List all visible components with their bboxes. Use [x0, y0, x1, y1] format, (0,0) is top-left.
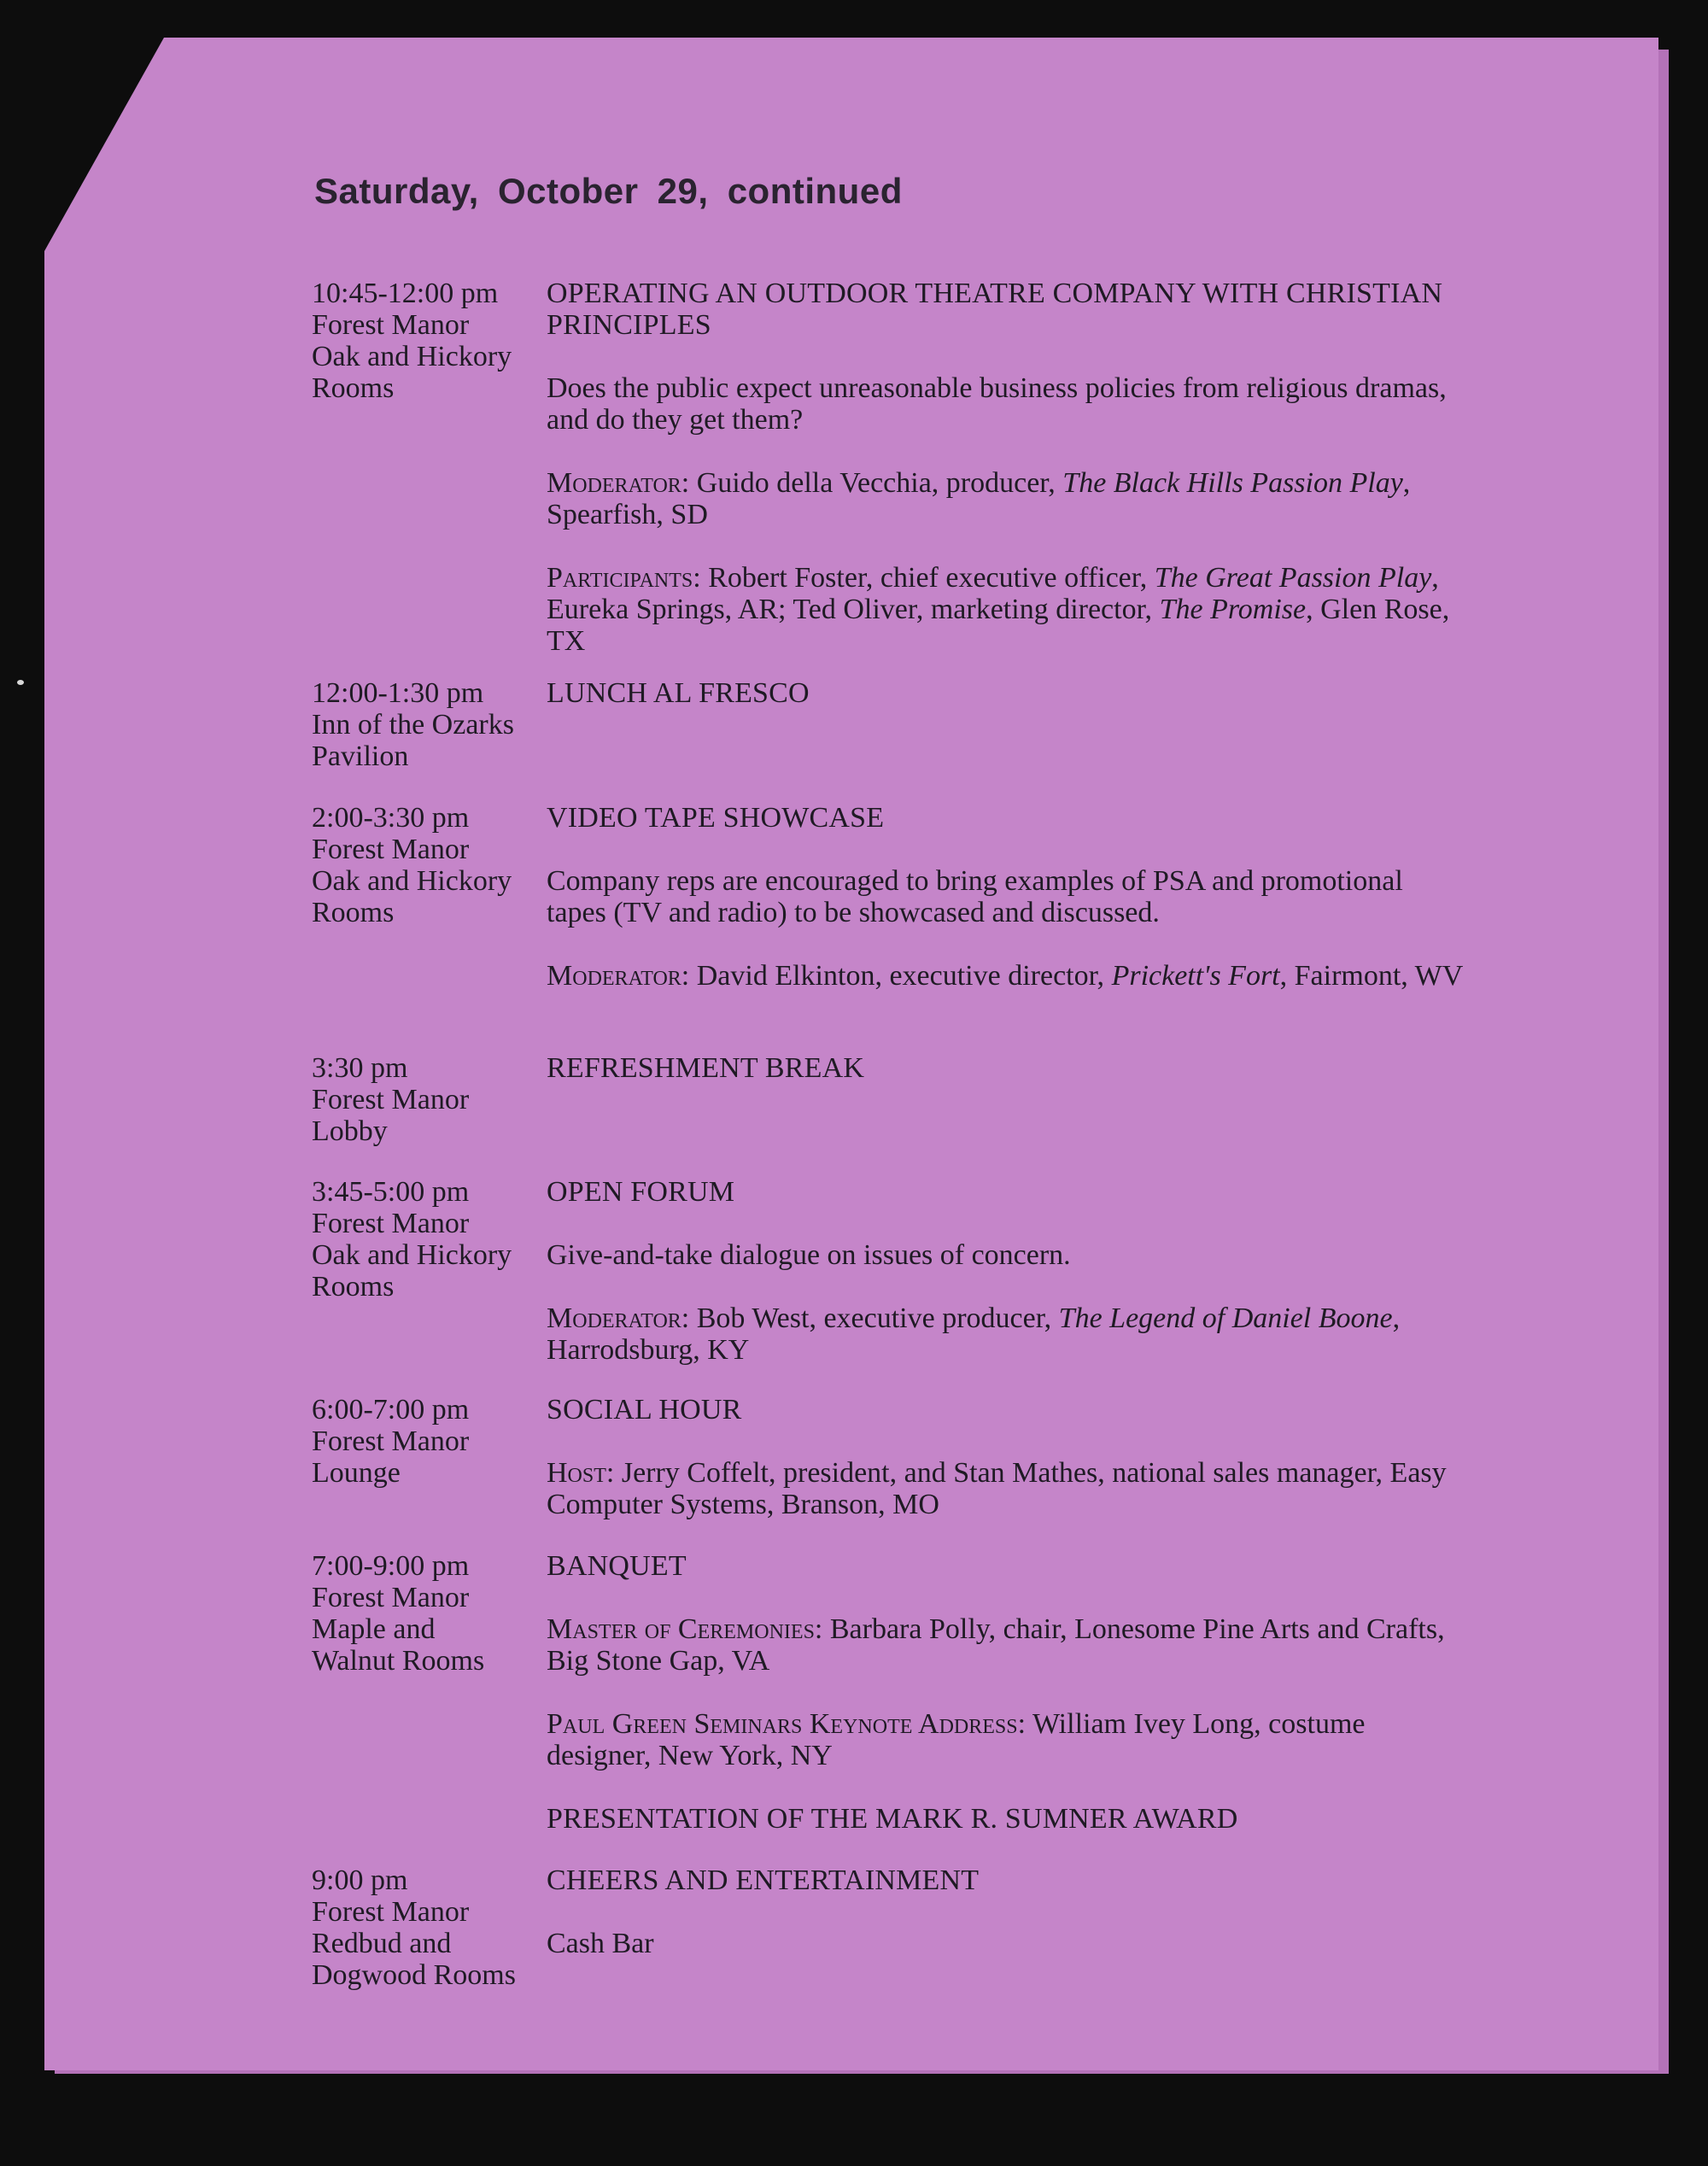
- session-location-line: Oak and Hickory: [312, 1239, 512, 1271]
- session-details: [547, 1052, 1469, 1084]
- session-title: OPEN FORUM: [547, 1176, 735, 1208]
- session-details: [547, 1394, 1469, 1520]
- session-location-line: Forest Manor: [312, 834, 470, 865]
- production-title: The Legend of Daniel Boone: [1058, 1303, 1393, 1334]
- session-when-where: [312, 278, 542, 404]
- session-host: Host: Jerry Coffelt, president, and Stan Mathes, national sales manager, Easy Computer Systems, Branson, MO: [547, 1457, 1447, 1520]
- session-location-line: Forest Manor: [312, 1084, 470, 1115]
- session-time: 3:30 pm: [312, 1052, 408, 1084]
- session-location-line: Rooms: [312, 372, 395, 404]
- session-time: 2:00-3:30 pm: [312, 802, 470, 834]
- moderator-label: Moderator:: [547, 960, 690, 992]
- session-description: Give-and-take dialogue on issues of concern.: [547, 1239, 1071, 1271]
- session-title: BANQUET: [547, 1550, 687, 1582]
- session-time: 12:00-1:30 pm: [312, 677, 484, 709]
- session-location-line: Lobby: [312, 1115, 388, 1147]
- session-location-line: Walnut Rooms: [312, 1645, 485, 1677]
- session-title: OPERATING AN OUTDOOR THEATRE COMPANY WITH CHRISTIAN PRINCIPLES: [547, 278, 1443, 341]
- session-location-line: Redbud and: [312, 1928, 452, 1959]
- session-details: [547, 1865, 1469, 1959]
- session-title: REFRESHMENT BREAK: [547, 1052, 865, 1084]
- production-title: The Promise: [1159, 594, 1307, 625]
- production-title: Prickett's Fort: [1111, 960, 1280, 992]
- session-location-line: Inn of the Ozarks: [312, 709, 514, 741]
- keynote-label: Paul Green Seminars Keynote Address:: [547, 1708, 1027, 1740]
- session-title: LUNCH AL FRESCO: [547, 677, 810, 709]
- session-time: 6:00-7:00 pm: [312, 1394, 470, 1425]
- session-location-line: Forest Manor: [312, 309, 470, 341]
- session-details: [547, 278, 1469, 657]
- session-title: VIDEO TAPE SHOWCASE: [547, 802, 885, 834]
- session-title: SOCIAL HOUR: [547, 1394, 742, 1425]
- session-details: [547, 1550, 1469, 1835]
- session-when-where: [312, 1176, 542, 1303]
- session-location-line: Dogwood Rooms: [312, 1959, 516, 1991]
- participants-label: Participants:: [547, 562, 701, 594]
- session-when-where: [312, 1394, 542, 1489]
- session-location-line: Rooms: [312, 1271, 395, 1303]
- page-heading: Saturday, October 29, continued: [314, 171, 903, 211]
- session-when-where: [312, 802, 542, 928]
- session-location-line: Forest Manor: [312, 1208, 470, 1239]
- session-description: Does the public expect unreasonable business policies from religious dramas, and do they get them?: [547, 372, 1447, 436]
- session-location-line: Oak and Hickory: [312, 865, 512, 897]
- production-title: The Great Passion Play: [1154, 562, 1432, 594]
- session-details: [547, 1176, 1469, 1366]
- session-location-line: Maple and: [312, 1613, 436, 1645]
- session-moderator: Moderator: David Elkinton, executive director, Prickett's Fort, Fairmont, WV: [547, 960, 1464, 992]
- session-time: 9:00 pm: [312, 1865, 408, 1896]
- dust-speck: [17, 680, 24, 685]
- session-keynote: Paul Green Seminars Keynote Address: William Ivey Long, costume designer, New York, NY: [547, 1708, 1366, 1771]
- session-location-line: Oak and Hickory: [312, 341, 512, 372]
- host-label: Host:: [547, 1457, 615, 1489]
- session-details: [547, 677, 1469, 709]
- session-time: 10:45-12:00 pm: [312, 278, 499, 309]
- session-title: CHEERS AND ENTERTAINMENT: [547, 1865, 980, 1896]
- session-location-line: Lounge: [312, 1457, 401, 1489]
- session-participants: Participants: Robert Foster, chief executive officer, The Great Passion Play, Eureka Springs, AR; Ted Oliver, marketing director, The Promise, Glen Rose, TX: [547, 562, 1450, 657]
- session-time: 3:45-5:00 pm: [312, 1176, 470, 1208]
- session-note: Cash Bar: [547, 1928, 654, 1959]
- session-details: [547, 802, 1469, 992]
- session-location-line: Forest Manor: [312, 1425, 470, 1457]
- moderator-label: Moderator:: [547, 1303, 690, 1334]
- session-location-line: Pavilion: [312, 741, 409, 772]
- production-title: The Black Hills Passion Play: [1062, 467, 1403, 499]
- session-award: PRESENTATION OF THE MARK R. SUMNER AWARD: [547, 1803, 1238, 1835]
- session-location-line: Rooms: [312, 897, 395, 928]
- session-location-line: Forest Manor: [312, 1896, 470, 1928]
- session-moderator: Moderator: Bob West, executive producer, The Legend of Daniel Boone, Harrodsburg, KY: [547, 1303, 1401, 1366]
- session-location-line: Forest Manor: [312, 1582, 470, 1613]
- moderator-label: Moderator:: [547, 467, 690, 499]
- session-master-of-ceremonies: Master of Ceremonies: Barbara Polly, chair, Lonesome Pine Arts and Crafts, Big Stone Gap, VA: [547, 1613, 1445, 1677]
- session-description: Company reps are encouraged to bring examples of PSA and promotional tapes (TV and radio) to be showcased and discussed.: [547, 865, 1403, 928]
- session-time: 7:00-9:00 pm: [312, 1550, 470, 1582]
- session-when-where: [312, 677, 542, 772]
- session-when-where: [312, 1550, 542, 1677]
- mc-label: Master of Ceremonies:: [547, 1613, 823, 1645]
- session-moderator: Moderator: Guido della Vecchia, producer, The Black Hills Passion Play, Spearfish, SD: [547, 467, 1411, 530]
- session-when-where: [312, 1865, 542, 1991]
- session-when-where: [312, 1052, 542, 1147]
